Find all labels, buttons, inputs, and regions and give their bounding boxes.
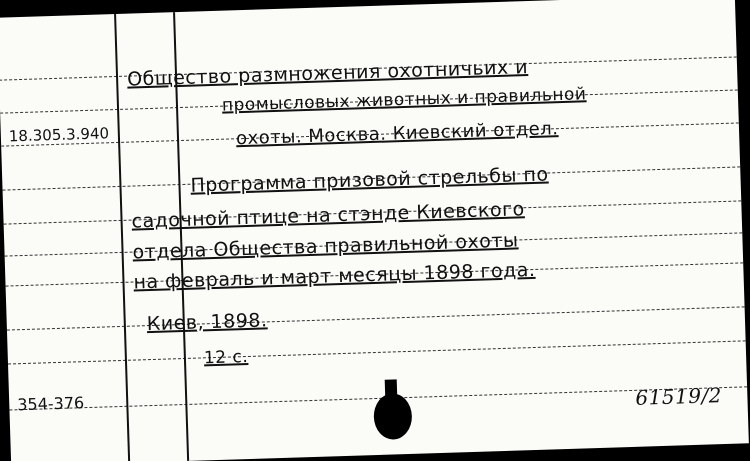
card-line-6: отдела Общества правильной охоты [132,229,519,264]
card-line-5: садочной птице на стэнде Киевского [131,198,525,233]
card-line-4: Программа призовой стрельбы по [190,163,549,197]
card-line-7: на февраль и март месяцы 1898 года. [133,258,536,294]
corner-mark: 61519/2 [635,383,723,410]
punch-hole [373,393,412,440]
shelf-mark: 18.305.3.940 [8,124,110,146]
card-line-8: Киев, 1898. [146,309,268,336]
range-mark: 354-376 [16,393,85,415]
card-rule [8,340,746,364]
card-rule [7,306,745,330]
card-line-9: 12 с. [203,346,249,369]
card-line-2: промысловых животных и правильной [221,84,587,116]
card-line-1: Общество размножения охотничьих и [126,56,529,91]
card-line-3: охоты. Москва. Киевский отдел. [235,118,559,150]
